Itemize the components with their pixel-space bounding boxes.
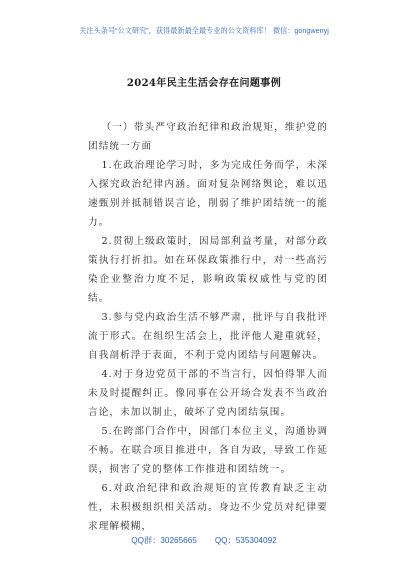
header-notice: 关注头条号“公文研究”，获得最新最全最专业的公文资料库！ 微信：gongwenyj: [79, 26, 329, 35]
document-body: [88, 118, 328, 536]
paragraph-3: 3.参与党内政治生活不够严肃，批评与自我批评流于形式。在组织生活会上，批评他人避重就轻，自我剖析浮于表面，不利于党内团结与问题解决。: [88, 312, 328, 361]
qq-group-number: QQ群：30265665: [131, 536, 197, 545]
footer-contact: [0, 535, 408, 546]
paragraph-5: 5.在跨部门合作中，因部门本位主义，沟通协调不畅。在联合项目推进中，各自为政，导致工作延误，损害了党的整体工作推进和团结统一。: [88, 426, 328, 475]
paragraph-1: 1.在政治理论学习时，多为完成任务而学，未深入探究政治纪律内涵。面对复杂网络舆论，难以迅速甄别并抵制错误言论，削弱了维护团结统一的能力。: [88, 160, 328, 228]
paragraph-2: 2.贯彻上级政策时，因局部利益考量，对部分政策执行打折扣。如在环保政策推行中，对一些高污染企业整治力度不足，影响政策权威性与党的团结。: [88, 236, 328, 304]
document-title: 2024年民主生活会存在问题事例: [126, 78, 282, 89]
paragraph-6: 6.对政治纪律和政治规矩的宣传教育缺乏主动性，未积极组织相关活动。身边不少党员对纪律要求理解模糊，: [88, 483, 328, 532]
qq-number: QQ：535304092: [214, 536, 277, 545]
section-heading: （一）带头严守政治纪律和政治规矩，维护党的团结统一方面: [88, 122, 328, 152]
paragraph-4: 4.对于身边党员干部的不当言行，因怕得罪人而未及时提醒纠正。像同事在公开场合发表不当政治言论，未加以制止，破坏了党内团结氛围。: [88, 369, 328, 418]
